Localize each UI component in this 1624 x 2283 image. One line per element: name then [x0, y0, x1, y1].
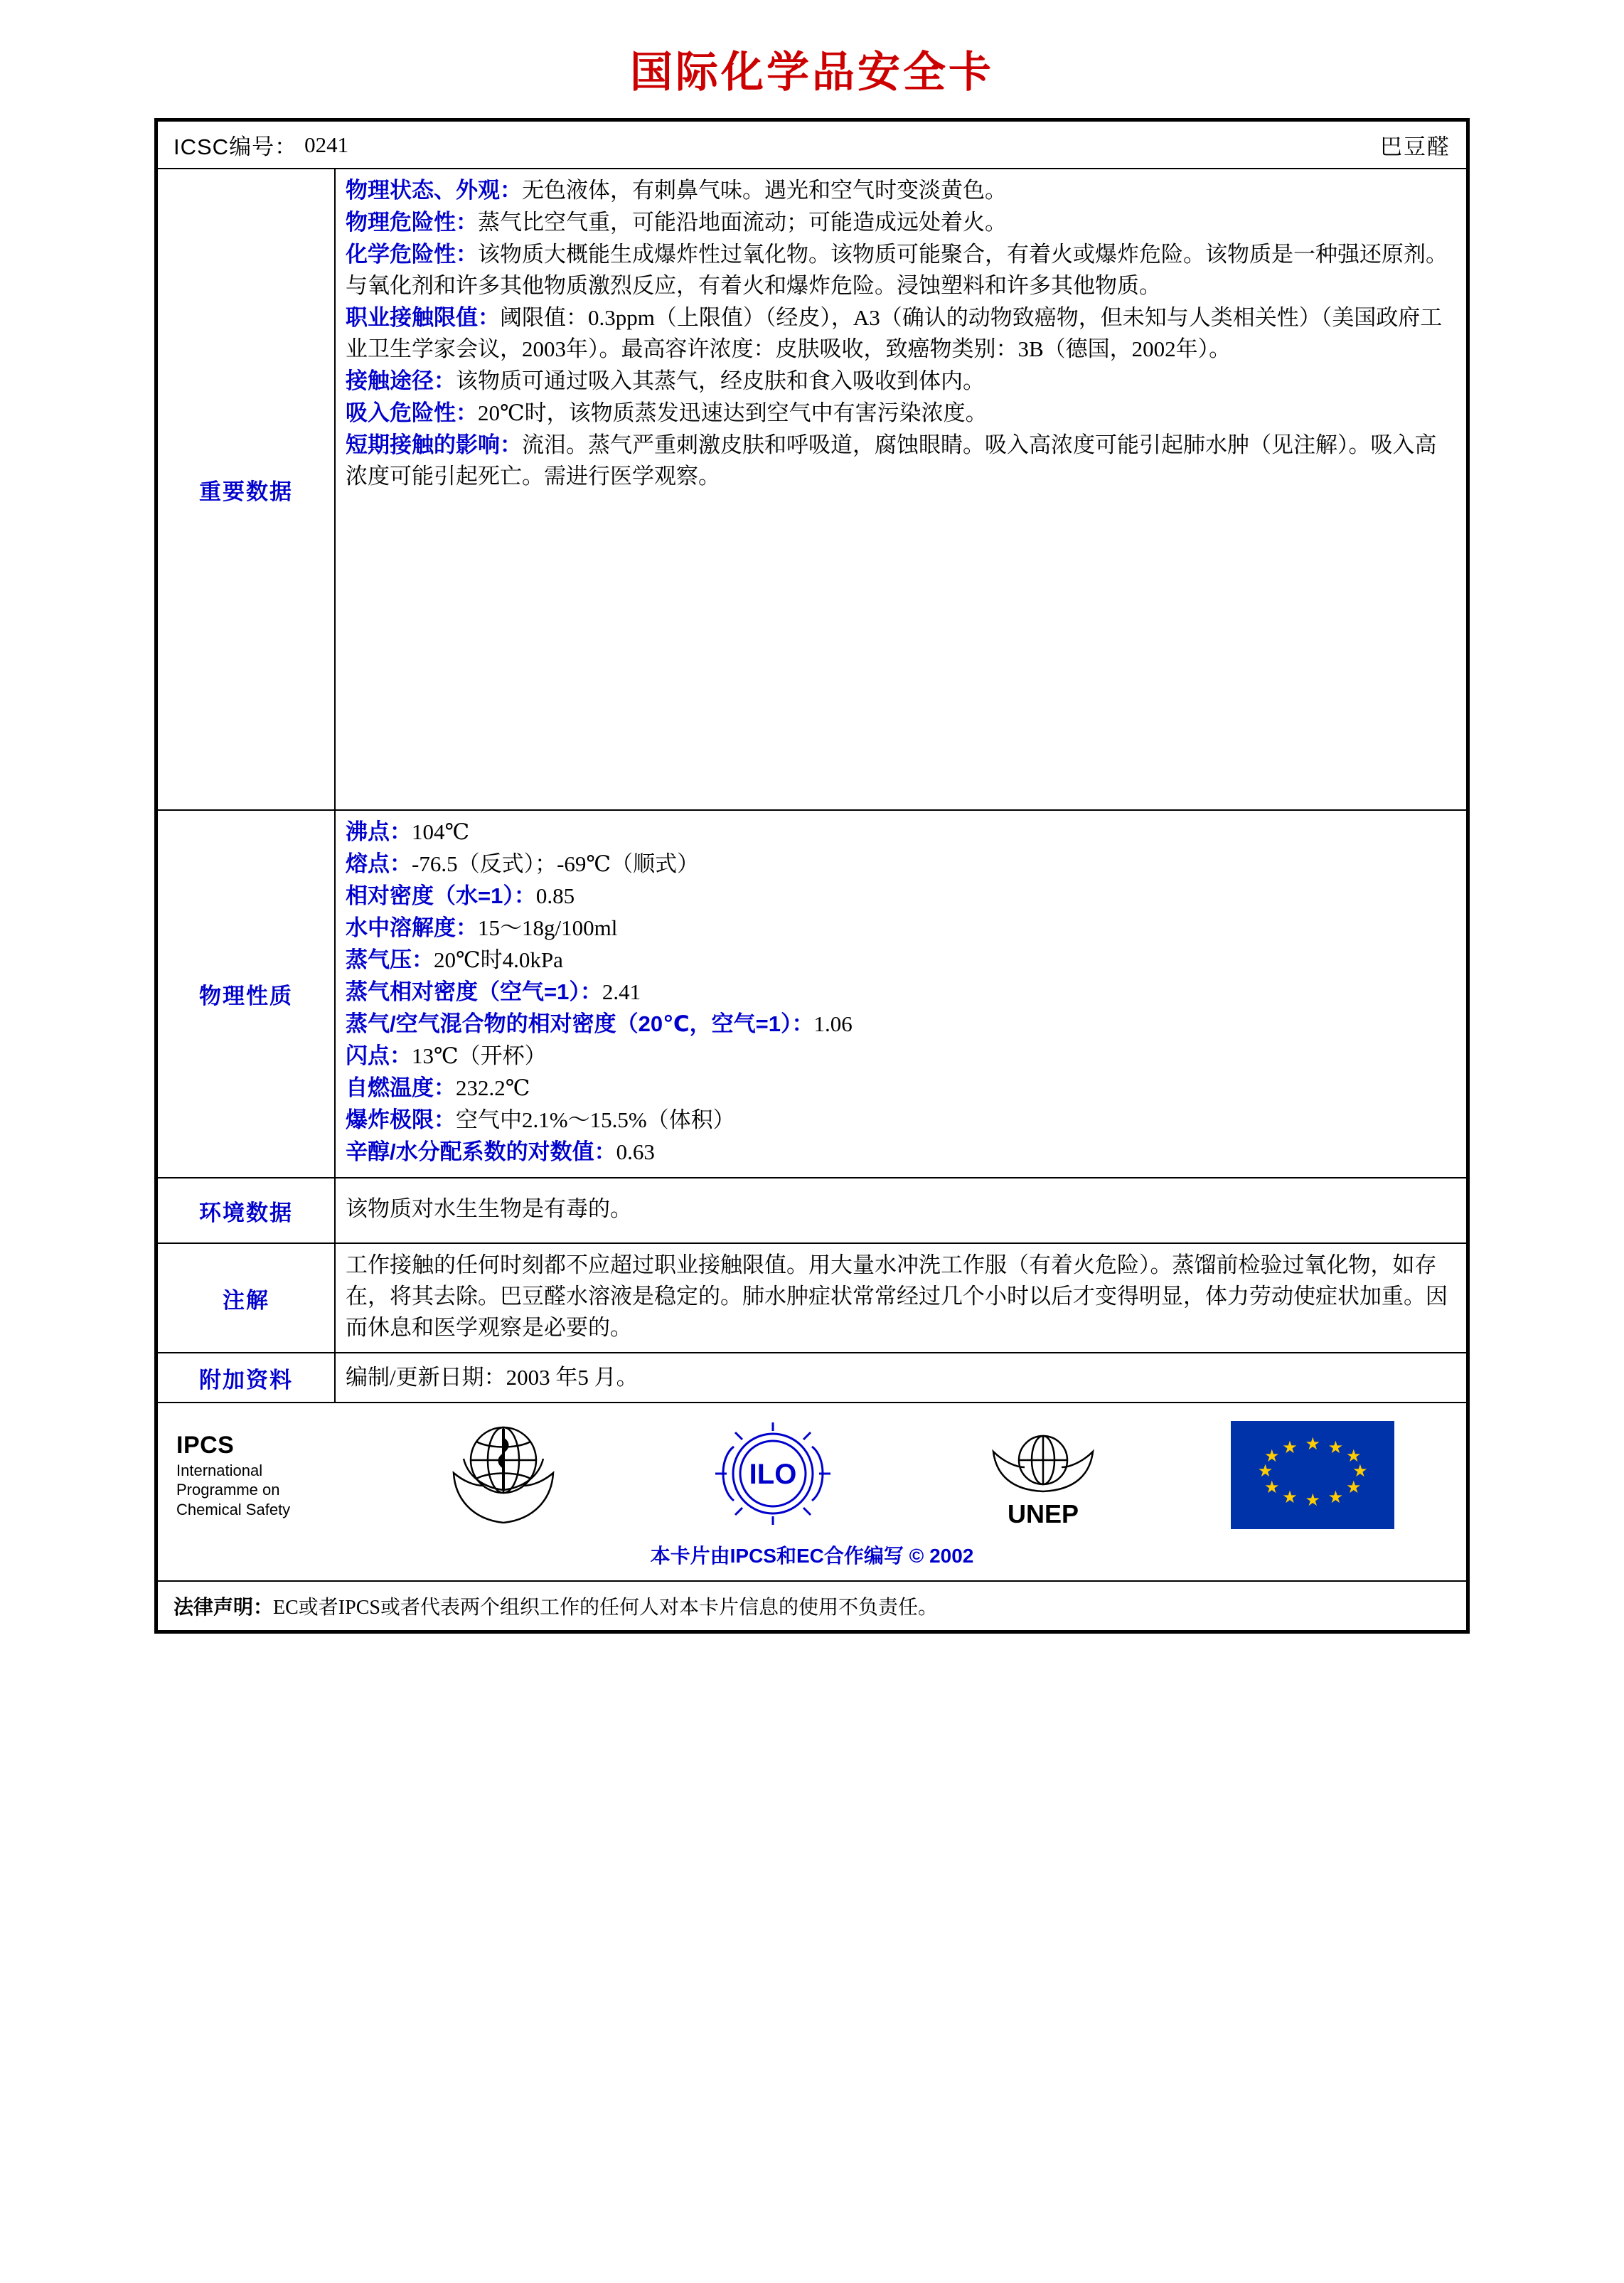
entry-vapour-pressure	[346, 944, 1456, 976]
section-additional-information	[158, 1353, 1466, 1403]
section-label-physical-properties: 物理性质	[158, 811, 336, 1177]
icsc-number-value: 0241	[304, 132, 349, 157]
section-label-additional-information: 附加资料	[158, 1353, 336, 1402]
entry-physical-dangers	[346, 207, 1456, 238]
legal-notice-label: 法律声明：	[173, 1596, 274, 1619]
entry-octanol-water-partition	[346, 1137, 1456, 1168]
entry-term: 自燃温度：	[346, 1075, 456, 1101]
footer-logos-row	[158, 1403, 1466, 1582]
entry-auto-ignition-temperature	[346, 1073, 1456, 1104]
entry-text: 15～18g/100ml	[478, 915, 618, 941]
unep-wordmark: UNEP	[1007, 1499, 1079, 1529]
eu-flag-container	[1178, 1421, 1448, 1529]
entry-text: 无色液体，有刺鼻气味。遇光和空气时变淡黄色。	[522, 178, 1007, 203]
section-label-environmental-data: 环境数据	[158, 1178, 336, 1242]
entry-text: 流泪。蒸气严重刺激皮肤和呼吸道，腐蚀眼睛。吸入高浓度可能引起肺水肿（见注解）。吸入高浓度可能引起死亡。需进行医学观察。	[346, 432, 1437, 489]
entry-chemical-dangers	[346, 239, 1456, 302]
eu-star: ★	[1305, 1435, 1321, 1454]
ipcs-subtitle-line2: Programme on	[176, 1481, 280, 1499]
entry-term: 相对密度（水=1）：	[346, 883, 536, 909]
section-content-physical-properties	[336, 811, 1466, 1177]
card-header	[158, 122, 1466, 169]
entry-text: 该物质大概能生成爆炸性过氧化物。该物质可能聚合，有着火或爆炸危险。该物质是一种强还原剂。与氧化剂和许多其他物质激烈反应，有着火和爆炸危险。浸蚀塑料和许多其他物质。	[346, 242, 1448, 299]
entry-text: 2.41	[602, 979, 641, 1005]
entry-term: 吸入危险性：	[346, 400, 478, 426]
entry-term: 辛醇/水分配系数的对数值：	[346, 1139, 616, 1165]
icsc-number-label: ICSC编号：	[173, 134, 298, 159]
entry-term: 蒸气相对密度（空气=1）：	[346, 979, 602, 1005]
section-notes	[158, 1244, 1466, 1353]
entry-occupational-exposure-limits	[346, 302, 1456, 365]
entry-routes-of-exposure	[346, 366, 1456, 397]
entry-text: 1.06	[813, 1011, 853, 1037]
eu-flag	[1231, 1421, 1394, 1529]
icsc-card	[154, 118, 1470, 1634]
section-label-important-data: 重要数据	[158, 169, 336, 809]
entry-term: 短期接触的影响：	[346, 432, 522, 458]
section-label-notes: 注解	[158, 1244, 336, 1352]
entry-term: 化学危险性：	[346, 242, 478, 267]
section-physical-properties	[158, 811, 1466, 1178]
legal-notice-text: EC或者IPCS或者代表两个组织工作的任何人对本卡片信息的使用不负责任。	[273, 1597, 938, 1619]
ipcs-subtitle-line1: International	[176, 1461, 263, 1479]
eu-star: ★	[1264, 1447, 1280, 1466]
entry-term: 接触途径：	[346, 368, 456, 394]
entry-text: 该物质可通过吸入其蒸气，经皮肤和食入吸收到体内。	[456, 368, 985, 394]
ilo-logo-container	[639, 1418, 909, 1532]
eu-star: ★	[1282, 1438, 1298, 1457]
page-title: 国际化学品安全卡	[630, 48, 994, 96]
entry-relative-density	[346, 880, 1456, 912]
entry-vapour-relative-density	[346, 976, 1456, 1008]
entry-term: 闪点：	[346, 1043, 412, 1069]
entry-text: 104℃	[412, 819, 470, 844]
unep-logo	[972, 1416, 1114, 1533]
footer-credit: 本卡片由IPCS和EC合作编写 © 2002	[650, 1545, 974, 1568]
who-logo	[439, 1416, 567, 1533]
entry-text: 0.63	[616, 1139, 655, 1165]
unep-logo-container	[908, 1416, 1178, 1533]
entry-melting-point	[346, 848, 1456, 880]
eu-star: ★	[1264, 1478, 1280, 1497]
who-logo-container	[368, 1416, 639, 1533]
eu-star: ★	[1345, 1447, 1362, 1466]
entry-physical-state	[346, 175, 1456, 206]
eu-star: ★	[1282, 1488, 1298, 1507]
footer-logos	[158, 1403, 1466, 1536]
section-content-important-data	[336, 169, 1466, 809]
entry-term: 水中溶解度：	[346, 915, 478, 941]
eu-star: ★	[1327, 1488, 1344, 1507]
eu-star: ★	[1345, 1478, 1362, 1497]
eu-star: ★	[1305, 1491, 1321, 1511]
entry-term: 职业接触限值：	[346, 305, 500, 331]
entry-term: 爆炸极限：	[346, 1107, 456, 1133]
entry-water-solubility	[346, 912, 1456, 944]
entry-text: 232.2℃	[456, 1075, 530, 1101]
section-content-environmental-data: 该物质对水生生物是有毒的。	[346, 1196, 632, 1222]
entry-vapour-air-mixture-density	[346, 1009, 1456, 1040]
entry-boiling-point	[346, 816, 1456, 848]
eu-star: ★	[1327, 1438, 1344, 1457]
entry-term: 物理危险性：	[346, 210, 478, 235]
svg-text:ILO: ILO	[749, 1458, 797, 1490]
eu-star: ★	[1352, 1462, 1368, 1481]
section-important-data	[158, 169, 1466, 811]
entry-text: 蒸气比空气重，可能沿地面流动；可能造成远处着火。	[478, 210, 1007, 235]
section-environmental-data	[158, 1178, 1466, 1244]
entry-term: 物理状态、外观：	[346, 178, 522, 203]
ilo-logo	[705, 1418, 840, 1532]
entry-text: 13℃（开杯）	[412, 1043, 547, 1069]
section-content-notes: 工作接触的任何时刻都不应超过职业接触限值。用大量水冲洗工作服（有着火危险）。蒸馏前检验过氧化物，如存在，将其去除。巴豆醛水溶液是稳定的。肺水肿症状常常经过几个小时以后才变得明显，体力劳动使症状加重。因而休息和医学观察是必要的。	[346, 1252, 1448, 1341]
entry-text: -76.5（反式）；-69℃（顺式）	[412, 851, 700, 877]
entry-text: 20℃时4.0kPa	[434, 947, 563, 973]
legal-notice	[158, 1582, 1466, 1630]
entry-text: 0.85	[535, 883, 575, 909]
entry-inhalation-risk	[346, 398, 1456, 429]
entry-term: 蒸气/空气混合物的相对密度（20℃，空气=1）：	[346, 1011, 814, 1037]
entry-term: 熔点：	[346, 851, 412, 877]
entry-explosive-limits	[346, 1105, 1456, 1136]
eu-star: ★	[1257, 1462, 1273, 1481]
ipcs-subtitle-line3: Chemical Safety	[176, 1500, 291, 1518]
section-content-additional-information: 编制/更新日期：2003 年5 月。	[346, 1365, 639, 1390]
entry-flash-point	[346, 1041, 1456, 1072]
entry-text: 20℃时，该物质蒸发迅速达到空气中有害污染浓度。	[478, 400, 988, 426]
entry-text: 空气中2.1%～15.5%（体积）	[456, 1107, 735, 1133]
entry-text: 阈限值：0.3ppm（上限值）（经皮），A3（确认的动物致癌物，但未知与人类相关性）（美国政府工业卫生学家会议，2003年）。最高容许浓度：皮肤吸收，致癌物类别：3B（德国，2002年）。	[346, 305, 1443, 362]
ipcs-block	[176, 1430, 368, 1519]
chemical-name: 巴豆醛	[1380, 134, 1451, 159]
ipcs-title: IPCS	[176, 1432, 235, 1459]
entry-short-term-effects	[346, 430, 1456, 492]
entry-term: 沸点：	[346, 819, 412, 844]
entry-term: 蒸气压：	[346, 947, 434, 973]
